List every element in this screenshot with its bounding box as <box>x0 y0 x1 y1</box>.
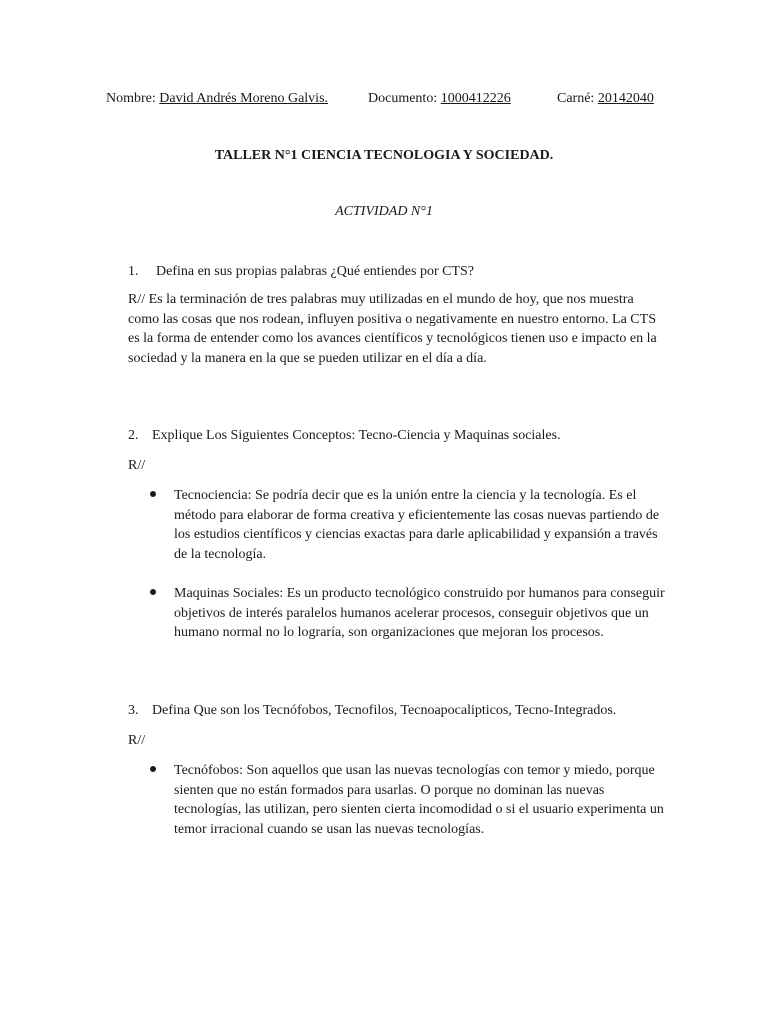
question-2 <box>128 426 668 446</box>
list-item <box>128 761 668 839</box>
document-title: TALLER N°1 CIENCIA TECNOLOGIA Y SOCIEDAD. <box>214 148 554 163</box>
carne-value: 20142040 <box>597 91 654 106</box>
question-number: 1. <box>128 264 139 279</box>
question-1 <box>128 262 668 282</box>
question-number: 2. <box>128 428 139 443</box>
answer-3-list <box>128 761 668 839</box>
question-number: 3. <box>128 703 139 718</box>
nombre-label: Nombre: <box>106 91 156 106</box>
header-line <box>106 91 706 107</box>
carne-label: Carné: <box>557 91 595 106</box>
list-item-text: Tecnociencia: Se podría decir que es la unión entre la ciencia y la tecnología. Es el método para elaborar de forma creativa y eficientemente las cosas nuevas partiendo de los estudios científicos y ciencias exactas para darle aplicabilidad y expansión a través de la tecnología. <box>174 488 660 562</box>
bullet-icon <box>150 589 156 595</box>
carne-field <box>557 91 654 107</box>
list-item <box>128 584 668 643</box>
answer-1: R// Es la terminación de tres palabras muy utilizadas en el mundo de hoy, que nos muestra como las cosas que nos rodean, influyen positiva o negativamente en nuestro entorno. La CTS es la forma de entender como los avances científicos y tecnológicos tienen uso e impacto en la sociedad y la manera en la que se pueden utilizar en el día a día. <box>128 292 657 366</box>
question-text: Defina Que son los Tecnófobos, Tecnofilos, Tecnoapocalipticos, Tecno-Integrados. <box>152 703 617 718</box>
documento-label: Documento: <box>368 91 438 106</box>
nombre-field <box>106 91 328 106</box>
documento-value: 1000412226 <box>440 91 511 106</box>
answer-2-label: R// <box>128 458 146 473</box>
activity-heading: ACTIVIDAD N°1 <box>335 204 433 219</box>
question-text: Defina en sus propias palabras ¿Qué entiendes por CTS? <box>156 264 475 279</box>
nombre-value: David Andrés Moreno Galvis. <box>159 91 329 106</box>
question-3 <box>128 701 668 721</box>
question-text: Explique Los Siguientes Conceptos: Tecno-Ciencia y Maquinas sociales. <box>152 428 561 443</box>
list-item <box>128 486 668 564</box>
bullet-icon <box>150 766 156 772</box>
answer-2-list <box>128 584 668 643</box>
bullet-icon <box>150 491 156 497</box>
answer-2-list <box>128 486 668 564</box>
documento-field <box>368 91 511 107</box>
list-item-text: Maquinas Sociales: Es un producto tecnológico construido por humanos para conseguir objetivos de interés paralelos humanos acelerar procesos, conseguir objetivos que un humano normal no lo lograría, son organizaciones que mejoran los procesos. <box>174 586 665 640</box>
answer-3-label: R// <box>128 733 146 748</box>
list-item-text: Tecnófobos: Son aquellos que usan las nuevas tecnologías con temor y miedo, porque sienten que no están formados para usarlas. O porque no dominan las nuevas tecnologías, las utilizan, pero sienten cierta incomodidad o si el usuario experimenta un temor irracional cuando se usan las nuevas tecnologías. <box>174 763 664 837</box>
